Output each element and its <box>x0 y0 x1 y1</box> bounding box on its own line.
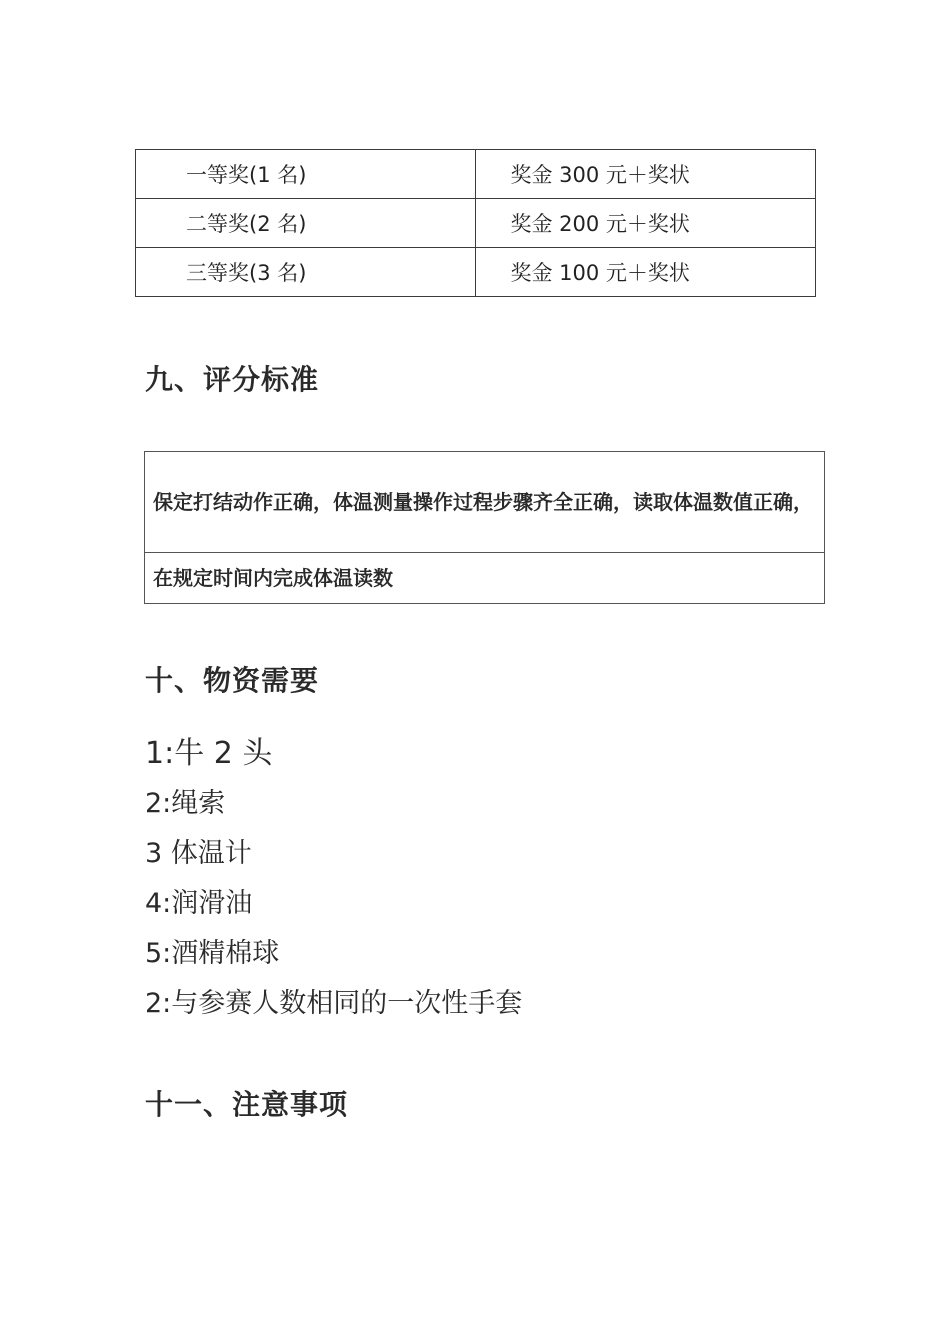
list-item: 2:绳索 <box>145 788 226 819</box>
section-heading-materials: 十、物资需要 <box>145 664 320 697</box>
list-item: 4:润滑油 <box>145 888 253 919</box>
list-item: 1:牛 2 头 <box>145 736 273 771</box>
section-heading-scoring: 九、评分标准 <box>145 363 320 396</box>
criteria-cell: 在规定时间内完成体温读数 <box>145 553 825 604</box>
scoring-criteria-table <box>144 451 825 604</box>
table-row <box>136 248 816 297</box>
criteria-cell: 保定打结动作正确，体温测量操作过程步骤齐全正确，读取体温数值正确， <box>145 452 825 553</box>
table-row <box>145 452 825 553</box>
award-rank-cell: 一等奖(1 名) <box>136 150 476 199</box>
award-prize-cell: 奖金 200 元＋奖状 <box>475 199 816 248</box>
materials-list <box>145 729 522 1029</box>
awards-table <box>135 149 816 297</box>
table-row <box>136 199 816 248</box>
award-prize-cell: 奖金 300 元＋奖状 <box>475 150 816 199</box>
award-rank-cell: 三等奖(3 名) <box>136 248 476 297</box>
table-row <box>145 553 825 604</box>
award-rank-cell: 二等奖(2 名) <box>136 199 476 248</box>
list-item: 5:酒精棉球 <box>145 938 280 969</box>
section-heading-notes: 十一、注意事项 <box>145 1088 349 1121</box>
list-item: 3 体温计 <box>145 838 252 869</box>
award-prize-cell: 奖金 100 元＋奖状 <box>475 248 816 297</box>
table-row <box>136 150 816 199</box>
list-item: 2:与参赛人数相同的一次性手套 <box>145 988 523 1019</box>
